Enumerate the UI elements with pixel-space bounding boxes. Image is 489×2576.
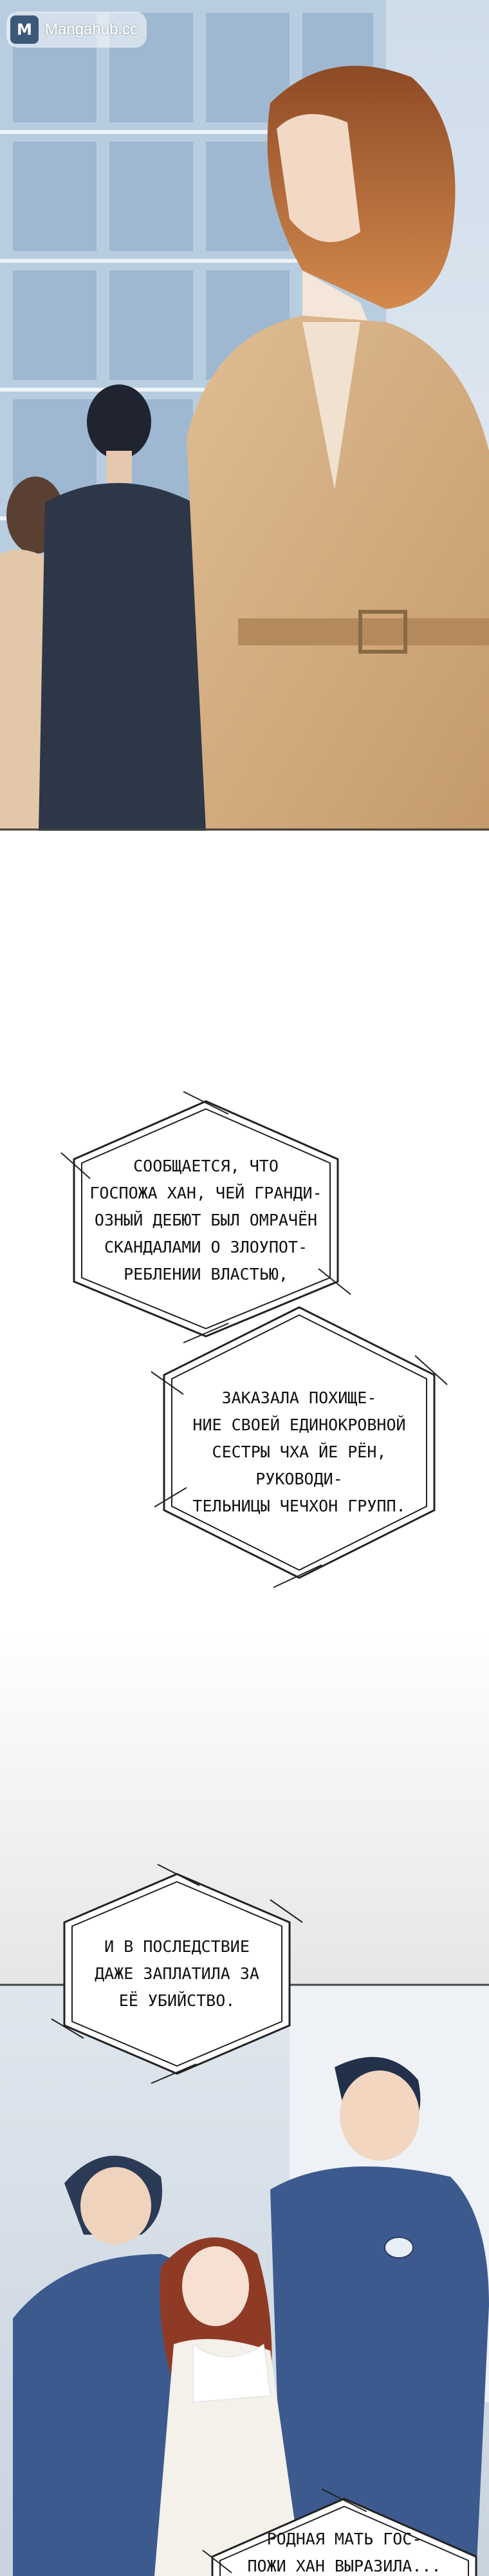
bubble-1-line: ГОСПОЖА ХАН, ЧЕЙ ГРАНДИ- (89, 1184, 322, 1202)
bubble-1-line: СКАНДАЛАМИ О ЗЛОУПОТ- (104, 1238, 308, 1256)
bubble-2-line: ЗАКАЗАЛА ПОХИЩЕ- (221, 1388, 377, 1407)
bubble-1-line: ОЗНЫЙ ДЕБЮТ БЫЛ ОМРАЧЁН (94, 1211, 318, 1229)
narration-bubble-3 (48, 1861, 306, 2087)
narration-bubble-3-text (68, 1933, 286, 2014)
panel-office-building (0, 0, 489, 831)
bubble-2-line: СЕСТРЫ ЧХА ЙЕ РЁН, РУКОВОДИ- (212, 1443, 387, 1488)
bubble-4-line: ПОЖИ ХАН ВЫРАЗИЛА... (247, 2557, 441, 2575)
narration-bubble-2 (145, 1294, 454, 1591)
bubble-3-line: ДАЖЕ ЗАПЛАТИЛА ЗА (95, 1964, 259, 1983)
bubble-3-line: И В ПОСЛЕДСТВИЕ (104, 1937, 250, 1956)
bubble-1-line: СООБЩАЕТСЯ, ЧТО (133, 1157, 279, 1175)
mangahub-logo-icon: M (10, 15, 39, 44)
narration-bubble-4 (199, 2486, 489, 2576)
bubble-4-line: РОДНАЯ МАТЬ ГОС- (266, 2530, 422, 2548)
watermark (6, 12, 147, 48)
watermark-text: Mangahub.cc (45, 21, 138, 38)
narration-bubble-2-text (164, 1385, 434, 1520)
bubble-2-line: ТЕЛЬНИЦЫ ЧЕЧХОН ГРУПП. (192, 1497, 406, 1515)
bubble-3-line: ЕЁ УБИЙСТВО. (118, 1991, 235, 2010)
narration-bubble-4-text (222, 2526, 466, 2576)
bubble-1-line: РЕБЛЕНИИ ВЛАСТЬЮ, (124, 1265, 288, 1283)
panel-office-building-art (0, 0, 489, 831)
bubble-2-line: НИЕ СВОЕЙ ЕДИНОКРОВНОЙ (192, 1416, 406, 1434)
narration-bubble-1-text (80, 1153, 331, 1288)
